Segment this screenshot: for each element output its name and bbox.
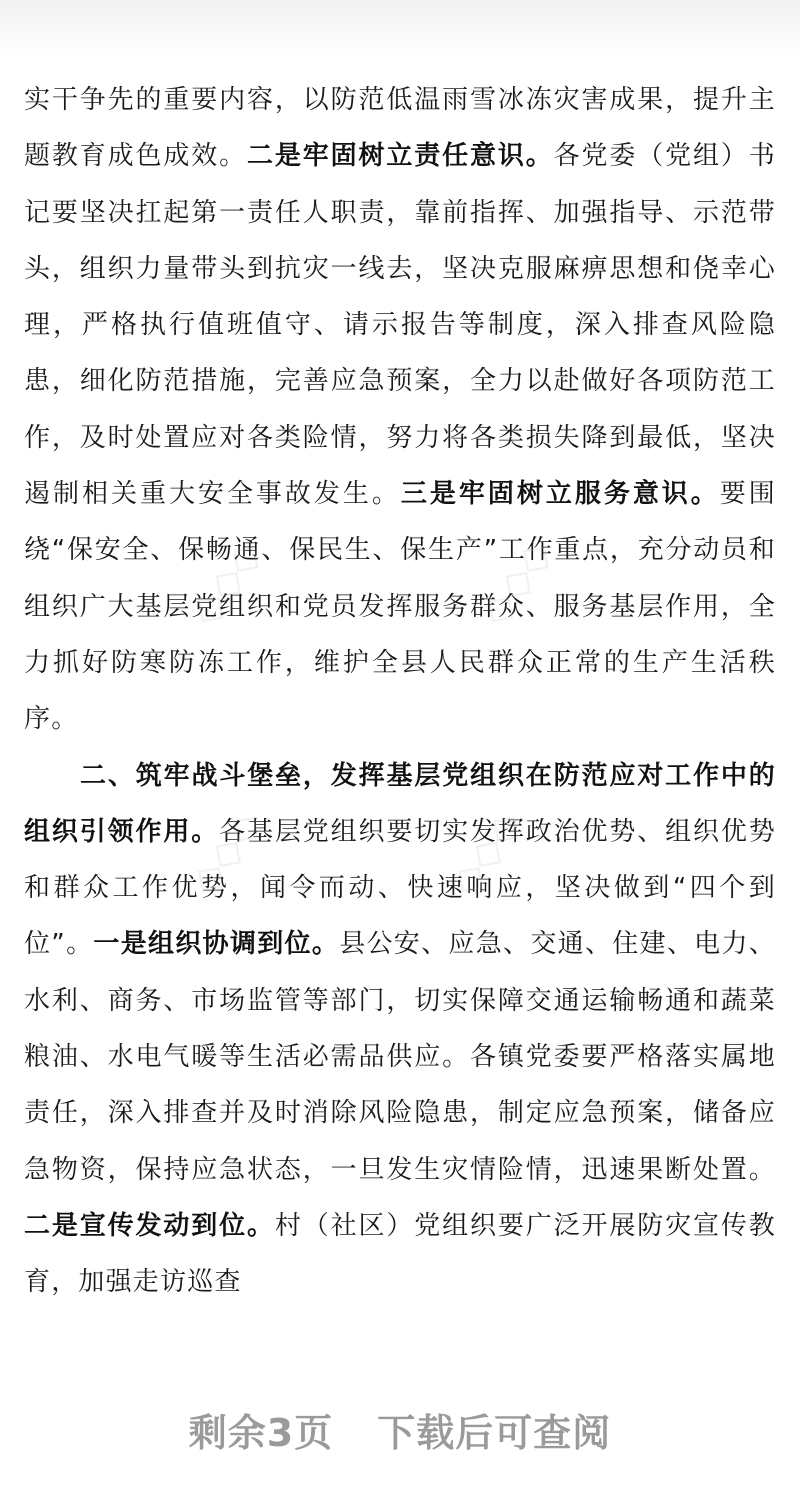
download-hint-label: 下载后可查阅 [377,1411,612,1455]
paragraph-1-text-3: 要围绕“保安全、保畅通、保民生、保生产”工作重点，充分动员和组织广大基层党组织和党员发挥服务群众、服务基层作用，全力抓好防寒防冻工作，维护全县人民群众正常的生产生活秩序。 [24,479,776,735]
watermark-mark-4: ◇◇◇ [440,802,532,904]
section-heading-2: 二、筑牢战斗堡垒，发挥基层党组织在防范应对工作中的组织引领作用。 [24,760,776,847]
paragraph-2-bold-2: 二是宣传发动到位。 [24,1210,275,1241]
document-body [24,72,776,1312]
paragraph-1 [24,72,776,748]
paragraph-1-text-2: 各党委（党组）书记要坚决扛起第一责任人职责，靠前指挥、加强指导、示范带头，组织力量带头到抗灾一线去，坚决克服麻痹思想和侥幸心理，严格执行值班值守、请示报告等制度，深入排查风险隐患，细化防范措施，完善应急预案，全力以赴做好各项防范工作，及时处置应对各类险情，努力将各类损失降到最低，坚决遏制相关重大安全事故发生。 [24,141,776,510]
paragraph-2 [24,748,776,1311]
download-prompt[interactable] [0,1402,800,1457]
paragraph-1-text-1: 实干争先的重要内容，以防范低温雨雪冰冻灾害成果，提升主题教育成色成效。 [24,85,776,172]
remaining-pages-label: 剩余3页 [188,1411,334,1455]
top-fade [0,0,800,60]
paragraph-2-text-1: 各基层党组织要切实发挥政治优势、组织优势和群众工作优势，闻令而动、快速响应，坚决做到“四个到位”。 [24,816,776,960]
paragraph-2-text-3: 村（社区）党组织要广泛开展防灾宣传教育，加强走访巡查 [24,1210,776,1298]
paragraph-2-text-2: 县公安、应急、交通、住建、电力、水利、商务、市场监管等部门，切实保障交通运输畅通和蔬菜粮油、水电气暖等生活必需品供应。各镇党委要严格落实属地责任，深入排查并及时消除风险隐患，制定应急预案，储备应急物资，保持应急状态，一旦发生灾情险情，迅速果断处置。 [24,929,776,1185]
watermark-mark-1: ◇◇◇ [180,532,272,634]
paragraph-2-bold-1: 一是组织协调到位。 [93,929,340,960]
paragraph-1-bold-2: 三是牢固树立服务意识。 [400,479,720,510]
watermark-mark-3: ◇◇◇ [180,802,272,904]
watermark-mark-2: ◇◇◇ [470,532,562,634]
paragraph-1-bold-1: 二是牢固树立责任意识。 [247,141,554,172]
